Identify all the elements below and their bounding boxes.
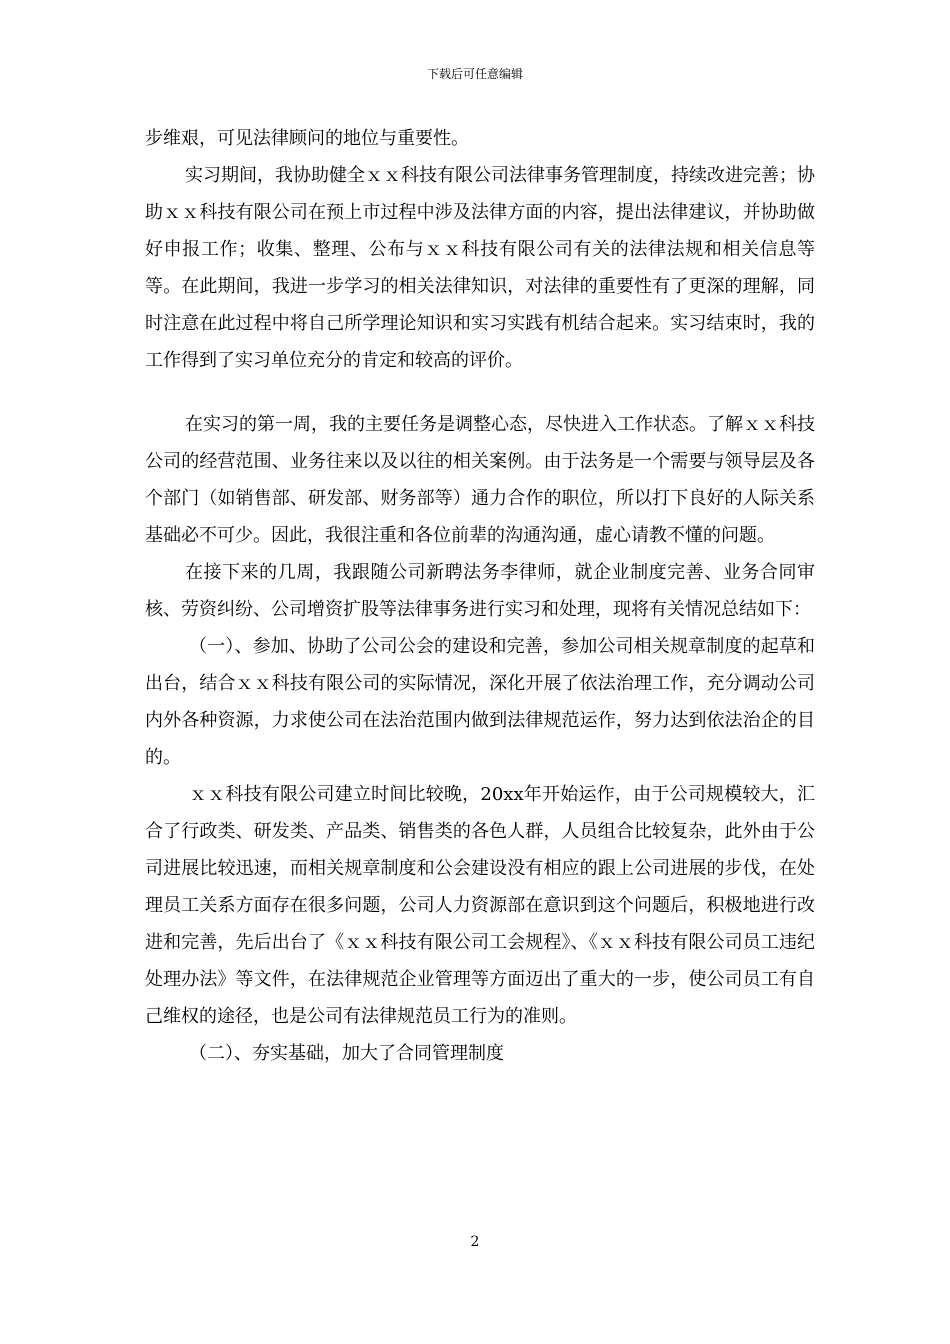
paragraph-internship-duties: 实习期间，我协助健全ｘｘ科技有限公司法律事务管理制度，持续改进完善；协助ｘｘ科技有限公司在预上市过程中涉及法律方面的内容，提出法律建议，并协助做好申报工作；收集、整理、公布与ｘｘ科技有限公司有关的法律法规和相关信息等等。在此期间，我进一步学习的相关法律知识，对法律的重要性有了更深的理解，同时注意在此过程中将自己所学理论知识和实习实践有机结合起来。实习结束时，我的工作得到了实习单位充分的肯定和较高的评价。 (145, 165, 815, 371)
paragraph-section-two-heading: （二）、夯实基础，加大了合同管理制度 (189, 1043, 504, 1064)
document-body (145, 120, 815, 1072)
paragraph-following-weeks: 在接下来的几周，我跟随公司新聘法务李律师，就企业制度完善、业务合同审核、劳资纠纷、公司增资扩股等法律事务进行实习和处理，现将有关情况总结如下： (145, 562, 815, 620)
page-number: 2 (470, 1234, 480, 1250)
paragraph-section-one: （一）、参加、协助了公司公会的建设和完善，参加公司相关规章制度的起草和出台，结合ｘｘ科技有限公司的实际情况，深化开展了依法治理工作，充分调动公司内外各种资源，力求使公司在法治范围内做到法律规范运作，努力达到依法治企的目的。 (145, 636, 815, 768)
paragraph-continuation: 步维艰，可见法律顾问的地位与重要性。 (145, 128, 469, 149)
paragraph-first-week: 在实习的第一周，我的主要任务是调整心态，尽快进入工作状态。了解ｘｘ科技公司的经营范围、业务往来以及以往的相关案例。由于法务是一个需要与领导层及各个部门（如销售部、研发部、财务部等）通力合作的职位，所以打下良好的人际关系基础必不可少。因此，我很注重和各位前辈的沟通沟通，虚心请教不懂的问题。 (145, 414, 815, 546)
paragraph-gap (145, 379, 815, 406)
page-header: 下载后可任意编辑 (426, 67, 523, 81)
paragraph-company-background: ｘｘ科技有限公司建立时间比较晚，20xx年开始运作，由于公司规模较大，汇合了行政类、研发类、产品类、销售类的各色人群，人员组合比较复杂，此外由于公司进展比较迅速，而相关规章制度和公会建设没有相应的跟上公司进展的步伐，在处理员工关系方面存在很多问题，公司人力资源部在意识到这个问题后，积极地进行改进和完善，先后出台了《ｘｘ科技有限公司工会规程》、《ｘｘ科技有限公司员工违纪处理办法》等文件，在法律规范企业管理等方面迈出了重大的一步，使公司员工有自己维权的途径，也是公司有法律规范员工行为的准则。 (145, 784, 815, 1027)
